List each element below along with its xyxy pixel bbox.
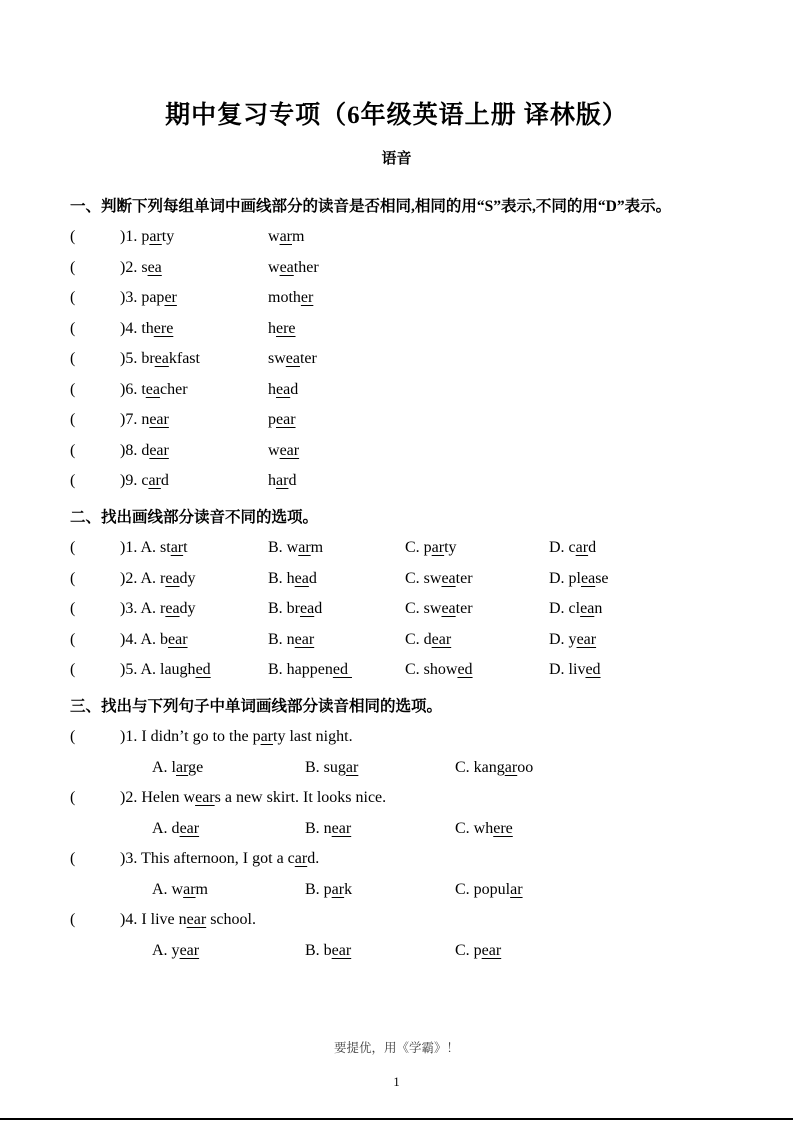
option-B: B. happened xyxy=(268,661,352,678)
question-options-row xyxy=(70,821,723,837)
option-B: B. near xyxy=(268,630,315,648)
answer-paren: ( xyxy=(70,569,76,587)
underlined-letters: ear xyxy=(331,941,352,959)
answer-paren: ( xyxy=(70,380,76,398)
answer-paren: ( xyxy=(70,289,76,306)
left-word: )4. there xyxy=(120,319,174,337)
option-D: D. year xyxy=(549,630,597,648)
option-B: B. sugar xyxy=(305,758,359,776)
option-C: C. dear xyxy=(405,630,452,648)
underlined-letters: ar xyxy=(510,880,523,898)
section-3 xyxy=(70,694,723,959)
underlined-letters: ar xyxy=(431,539,445,556)
question-sentence-row xyxy=(70,851,723,867)
question-options-row xyxy=(70,882,723,898)
underlined-letters: ed xyxy=(332,661,352,678)
option-A: A. year xyxy=(152,941,200,959)
answer-paren: ( xyxy=(70,539,76,556)
underlined-letters: ar xyxy=(294,850,308,867)
underlined-letters: ea xyxy=(580,600,595,617)
pair-row xyxy=(70,473,723,489)
question-sentence: )3. This afternoon, I got a card. xyxy=(120,850,320,867)
underlined-letters: ea xyxy=(285,350,300,367)
answer-paren: ( xyxy=(70,411,76,428)
left-word: )9. card xyxy=(120,472,169,489)
right-word: pear xyxy=(268,411,296,428)
right-word: weather xyxy=(268,258,319,276)
underlined-letters: ea xyxy=(294,569,309,587)
answer-paren: ( xyxy=(70,319,76,337)
pair-row xyxy=(70,260,723,276)
right-word: warm xyxy=(268,228,305,245)
answer-paren: ( xyxy=(70,600,76,617)
option-B: B. park xyxy=(305,880,353,898)
underlined-letters: ea xyxy=(154,350,169,367)
underlined-letters: ea xyxy=(276,380,291,398)
section-3-heading: 三、找出与下列句子中单词画线部分读音相同的选项。 xyxy=(70,698,443,715)
pair-row xyxy=(70,290,723,306)
answer-paren: ( xyxy=(70,350,76,367)
underlined-letters: ear xyxy=(195,789,215,806)
question-sentence-row xyxy=(70,729,723,745)
answer-paren: ( xyxy=(70,728,76,745)
underlined-letters: ar xyxy=(183,880,196,898)
section-3-rows xyxy=(70,729,723,959)
left-word: )2. sea xyxy=(120,258,162,276)
underlined-letters: ear xyxy=(576,630,597,648)
pair-row xyxy=(70,229,723,245)
question-sentence-row xyxy=(70,912,723,928)
answer-paren: ( xyxy=(70,911,76,928)
section-2-heading: 二、找出画线部分读音不同的选项。 xyxy=(70,509,319,526)
choice-row xyxy=(70,632,723,648)
pair-row xyxy=(70,351,723,367)
underlined-letters: ar xyxy=(279,228,292,245)
option-B: B. near xyxy=(305,819,352,837)
question-sentence: )2. Helen wears a new skirt. It looks nice. xyxy=(120,789,387,806)
underlined-letters: ar xyxy=(504,758,518,776)
underlined-letters: ear xyxy=(186,911,207,928)
question-sentence-row xyxy=(70,790,723,806)
underlined-letters: ar xyxy=(260,728,274,745)
underlined-letters: ea xyxy=(165,600,180,617)
option-D: D. clean xyxy=(549,600,603,617)
right-word: here xyxy=(268,319,296,337)
option-B: B. bread xyxy=(268,600,323,617)
underlined-letters: ea xyxy=(441,569,456,587)
underlined-letters: ear xyxy=(481,941,502,959)
underlined-letters: er xyxy=(164,289,177,306)
underlined-letters: ear xyxy=(279,441,300,459)
underlined-letters: ed xyxy=(585,661,601,678)
option-D: D. lived xyxy=(549,661,601,678)
choice-row xyxy=(70,571,723,587)
underlined-letters: ere xyxy=(153,319,174,337)
answer-paren: ( xyxy=(70,258,76,276)
section-subtitle: 语音 xyxy=(381,151,412,167)
right-word: mother xyxy=(268,289,314,306)
underlined-letters: er xyxy=(300,289,314,306)
underlined-letters: ea xyxy=(145,380,160,398)
underlined-letters: ear xyxy=(431,630,452,648)
section-2 xyxy=(70,505,723,678)
section-1 xyxy=(70,194,723,489)
option-A: )5. A. laughed xyxy=(120,661,211,678)
underlined-letters: ea xyxy=(147,258,162,276)
page-bottom-edge xyxy=(0,1118,793,1120)
option-C: C. kangaroo xyxy=(455,758,534,776)
page-number: 1 xyxy=(393,1075,400,1089)
underlined-letters: ear xyxy=(149,411,169,428)
option-C: C. where xyxy=(455,819,513,837)
question-sentence: )1. I didn’t go to the party last night. xyxy=(120,728,353,745)
right-word: sweater xyxy=(268,350,317,367)
underlined-letters: ar xyxy=(331,880,345,898)
underlined-letters: ea xyxy=(165,569,180,587)
left-word: )1. party xyxy=(120,228,175,245)
option-B: B. bear xyxy=(305,941,352,959)
answer-paren: ( xyxy=(70,789,76,806)
option-D: D. please xyxy=(549,569,609,587)
underlined-letters: ar xyxy=(170,539,184,556)
option-D: D. card xyxy=(549,539,597,556)
left-word: )7. near xyxy=(120,411,169,428)
question-sentence: )4. I live near school. xyxy=(120,911,256,928)
option-C: C. pear xyxy=(455,941,502,959)
underlined-letters: ear xyxy=(331,819,352,837)
underlined-letters: ed xyxy=(195,661,211,678)
right-word: hard xyxy=(268,472,297,489)
option-C: C. party xyxy=(405,539,457,556)
answer-paren: ( xyxy=(70,228,76,245)
pair-row xyxy=(70,382,723,398)
underlined-letters: ea xyxy=(581,569,596,587)
option-A: A. warm xyxy=(152,880,208,898)
answer-paren: ( xyxy=(70,630,76,648)
choice-row xyxy=(70,601,723,617)
underlined-letters: ar xyxy=(298,539,311,556)
question-options-row xyxy=(70,943,723,959)
underlined-letters: ea xyxy=(441,600,456,617)
underlined-letters: ar xyxy=(345,758,359,776)
option-B: B. head xyxy=(268,569,317,587)
underlined-letters: ear xyxy=(294,630,315,648)
left-word: )3. paper xyxy=(120,289,177,306)
right-word: head xyxy=(268,380,299,398)
pair-row xyxy=(70,443,723,459)
option-A: )3. A. ready xyxy=(120,600,196,617)
underlined-letters: ea xyxy=(300,600,315,617)
option-C: C. popular xyxy=(455,880,523,898)
answer-paren: ( xyxy=(70,441,76,459)
option-A: )4. A. bear xyxy=(120,630,188,648)
underlined-letters: ar xyxy=(149,228,162,245)
option-A: )2. A. ready xyxy=(120,569,196,587)
left-word: )8. dear xyxy=(120,441,169,459)
option-B: B. warm xyxy=(268,539,324,556)
underlined-letters: ear xyxy=(168,630,188,648)
answer-paren: ( xyxy=(70,472,76,489)
section-1-heading: 一、判断下列每组单词中画线部分的读音是否相同,相同的用“S”表示,不同的用“D”表示。 xyxy=(70,198,672,215)
section-2-rows xyxy=(70,540,723,678)
underlined-letters: ed xyxy=(457,661,473,678)
section-1-rows xyxy=(70,229,723,489)
left-word: )6. teacher xyxy=(120,380,188,398)
option-A: )1. A. start xyxy=(120,539,188,556)
choice-row xyxy=(70,662,723,678)
pair-row xyxy=(70,321,723,337)
underlined-letters: ear xyxy=(179,941,200,959)
underlined-letters: ere xyxy=(276,319,296,337)
underlined-letters: ea xyxy=(279,258,294,276)
option-C: C. sweater xyxy=(405,600,473,617)
choice-row xyxy=(70,540,723,556)
underlined-letters: ear xyxy=(179,819,200,837)
footer-note: 要提优，用《学霸》！ xyxy=(333,1041,459,1055)
page-title: 期中复习专项（6年级英语上册 译林版） xyxy=(165,102,628,129)
option-A: A. dear xyxy=(152,819,200,837)
underlined-letters: ar xyxy=(176,758,189,776)
right-word: wear xyxy=(268,441,300,459)
answer-paren: ( xyxy=(70,661,76,678)
underlined-letters: ere xyxy=(493,819,513,837)
pair-row xyxy=(70,412,723,428)
question-options-row xyxy=(70,760,723,776)
underlined-letters: ear xyxy=(276,411,296,428)
underlined-letters: ar xyxy=(276,472,289,489)
option-C: C. showed xyxy=(405,661,473,678)
underlined-letters: ar xyxy=(575,539,589,556)
answer-paren: ( xyxy=(70,850,76,867)
left-word: )5. breakfast xyxy=(120,350,200,367)
underlined-letters: ear xyxy=(149,441,169,459)
underlined-letters: ar xyxy=(148,472,161,489)
option-C: C. sweater xyxy=(405,569,473,587)
option-A: A. large xyxy=(152,758,204,776)
